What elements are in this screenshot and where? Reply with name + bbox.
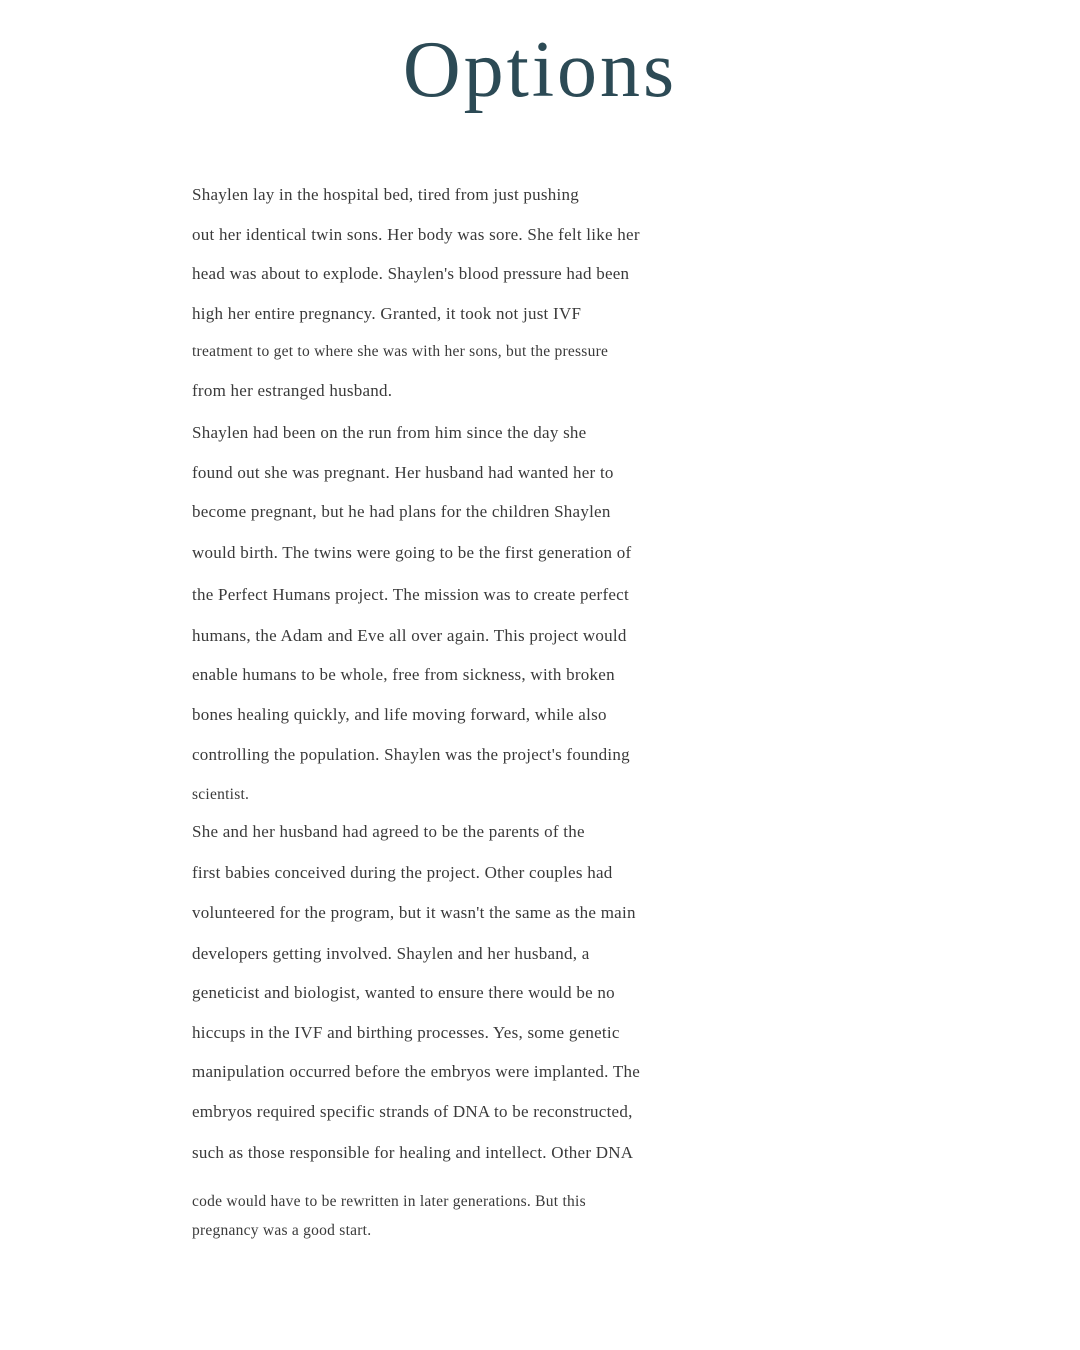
text-line: geneticist and biologist, wanted to ensure there would be no xyxy=(192,983,615,1002)
text-line: embryos required specific strands of DNA to be reconstructed, xyxy=(192,1102,633,1121)
text-line: found out she was pregnant. Her husband had wanted her to xyxy=(192,463,614,482)
text-line: hiccups in the IVF and birthing processes. Yes, some genetic xyxy=(192,1023,620,1042)
text-line: treatment to get to where she was with her sons, but the pressure xyxy=(192,343,609,360)
text-line: enable humans to be whole, free from sickness, with broken xyxy=(192,665,615,684)
text-line: controlling the population. Shaylen was the project's founding xyxy=(192,745,630,764)
text-line: manipulation occurred before the embryos were implanted. The xyxy=(192,1062,641,1081)
text-line: the Perfect Humans project. The mission was to create perfect xyxy=(192,585,629,604)
text-line: from her estranged husband. xyxy=(192,381,393,400)
text-line: would birth. The twins were going to be the first generation of xyxy=(192,543,632,562)
text-line: head was about to explode. Shaylen's blood pressure had been xyxy=(192,264,630,283)
page-title: Options xyxy=(402,26,678,114)
text-line: She and her husband had agreed to be the parents of the xyxy=(192,822,585,841)
text-line: developers getting involved. Shaylen and her husband, a xyxy=(192,944,590,963)
text-line: become pregnant, but he had plans for the children Shaylen xyxy=(192,502,611,521)
text-line: humans, the Adam and Eve all over again. This project would xyxy=(192,626,627,645)
text-line: such as those responsible for healing and intellect. Other DNA xyxy=(192,1143,634,1162)
text-line: volunteered for the program, but it wasn't the same as the main xyxy=(192,903,636,922)
text-line: code would have to be rewritten in later generations. But this xyxy=(192,1193,586,1210)
text-line: first babies conceived during the project. Other couples had xyxy=(192,863,613,882)
text-line: Shaylen lay in the hospital bed, tired from just pushing xyxy=(192,185,580,204)
text-line: out her identical twin sons. Her body was sore. She felt like her xyxy=(192,225,640,244)
text-line: pregnancy was a good start. xyxy=(192,1222,372,1239)
text-line: bones healing quickly, and life moving forward, while also xyxy=(192,705,607,724)
text-line: Shaylen had been on the run from him since the day she xyxy=(192,423,587,442)
text-line: high her entire pregnancy. Granted, it took not just IVF xyxy=(192,304,582,323)
text-line: scientist. xyxy=(192,786,250,803)
